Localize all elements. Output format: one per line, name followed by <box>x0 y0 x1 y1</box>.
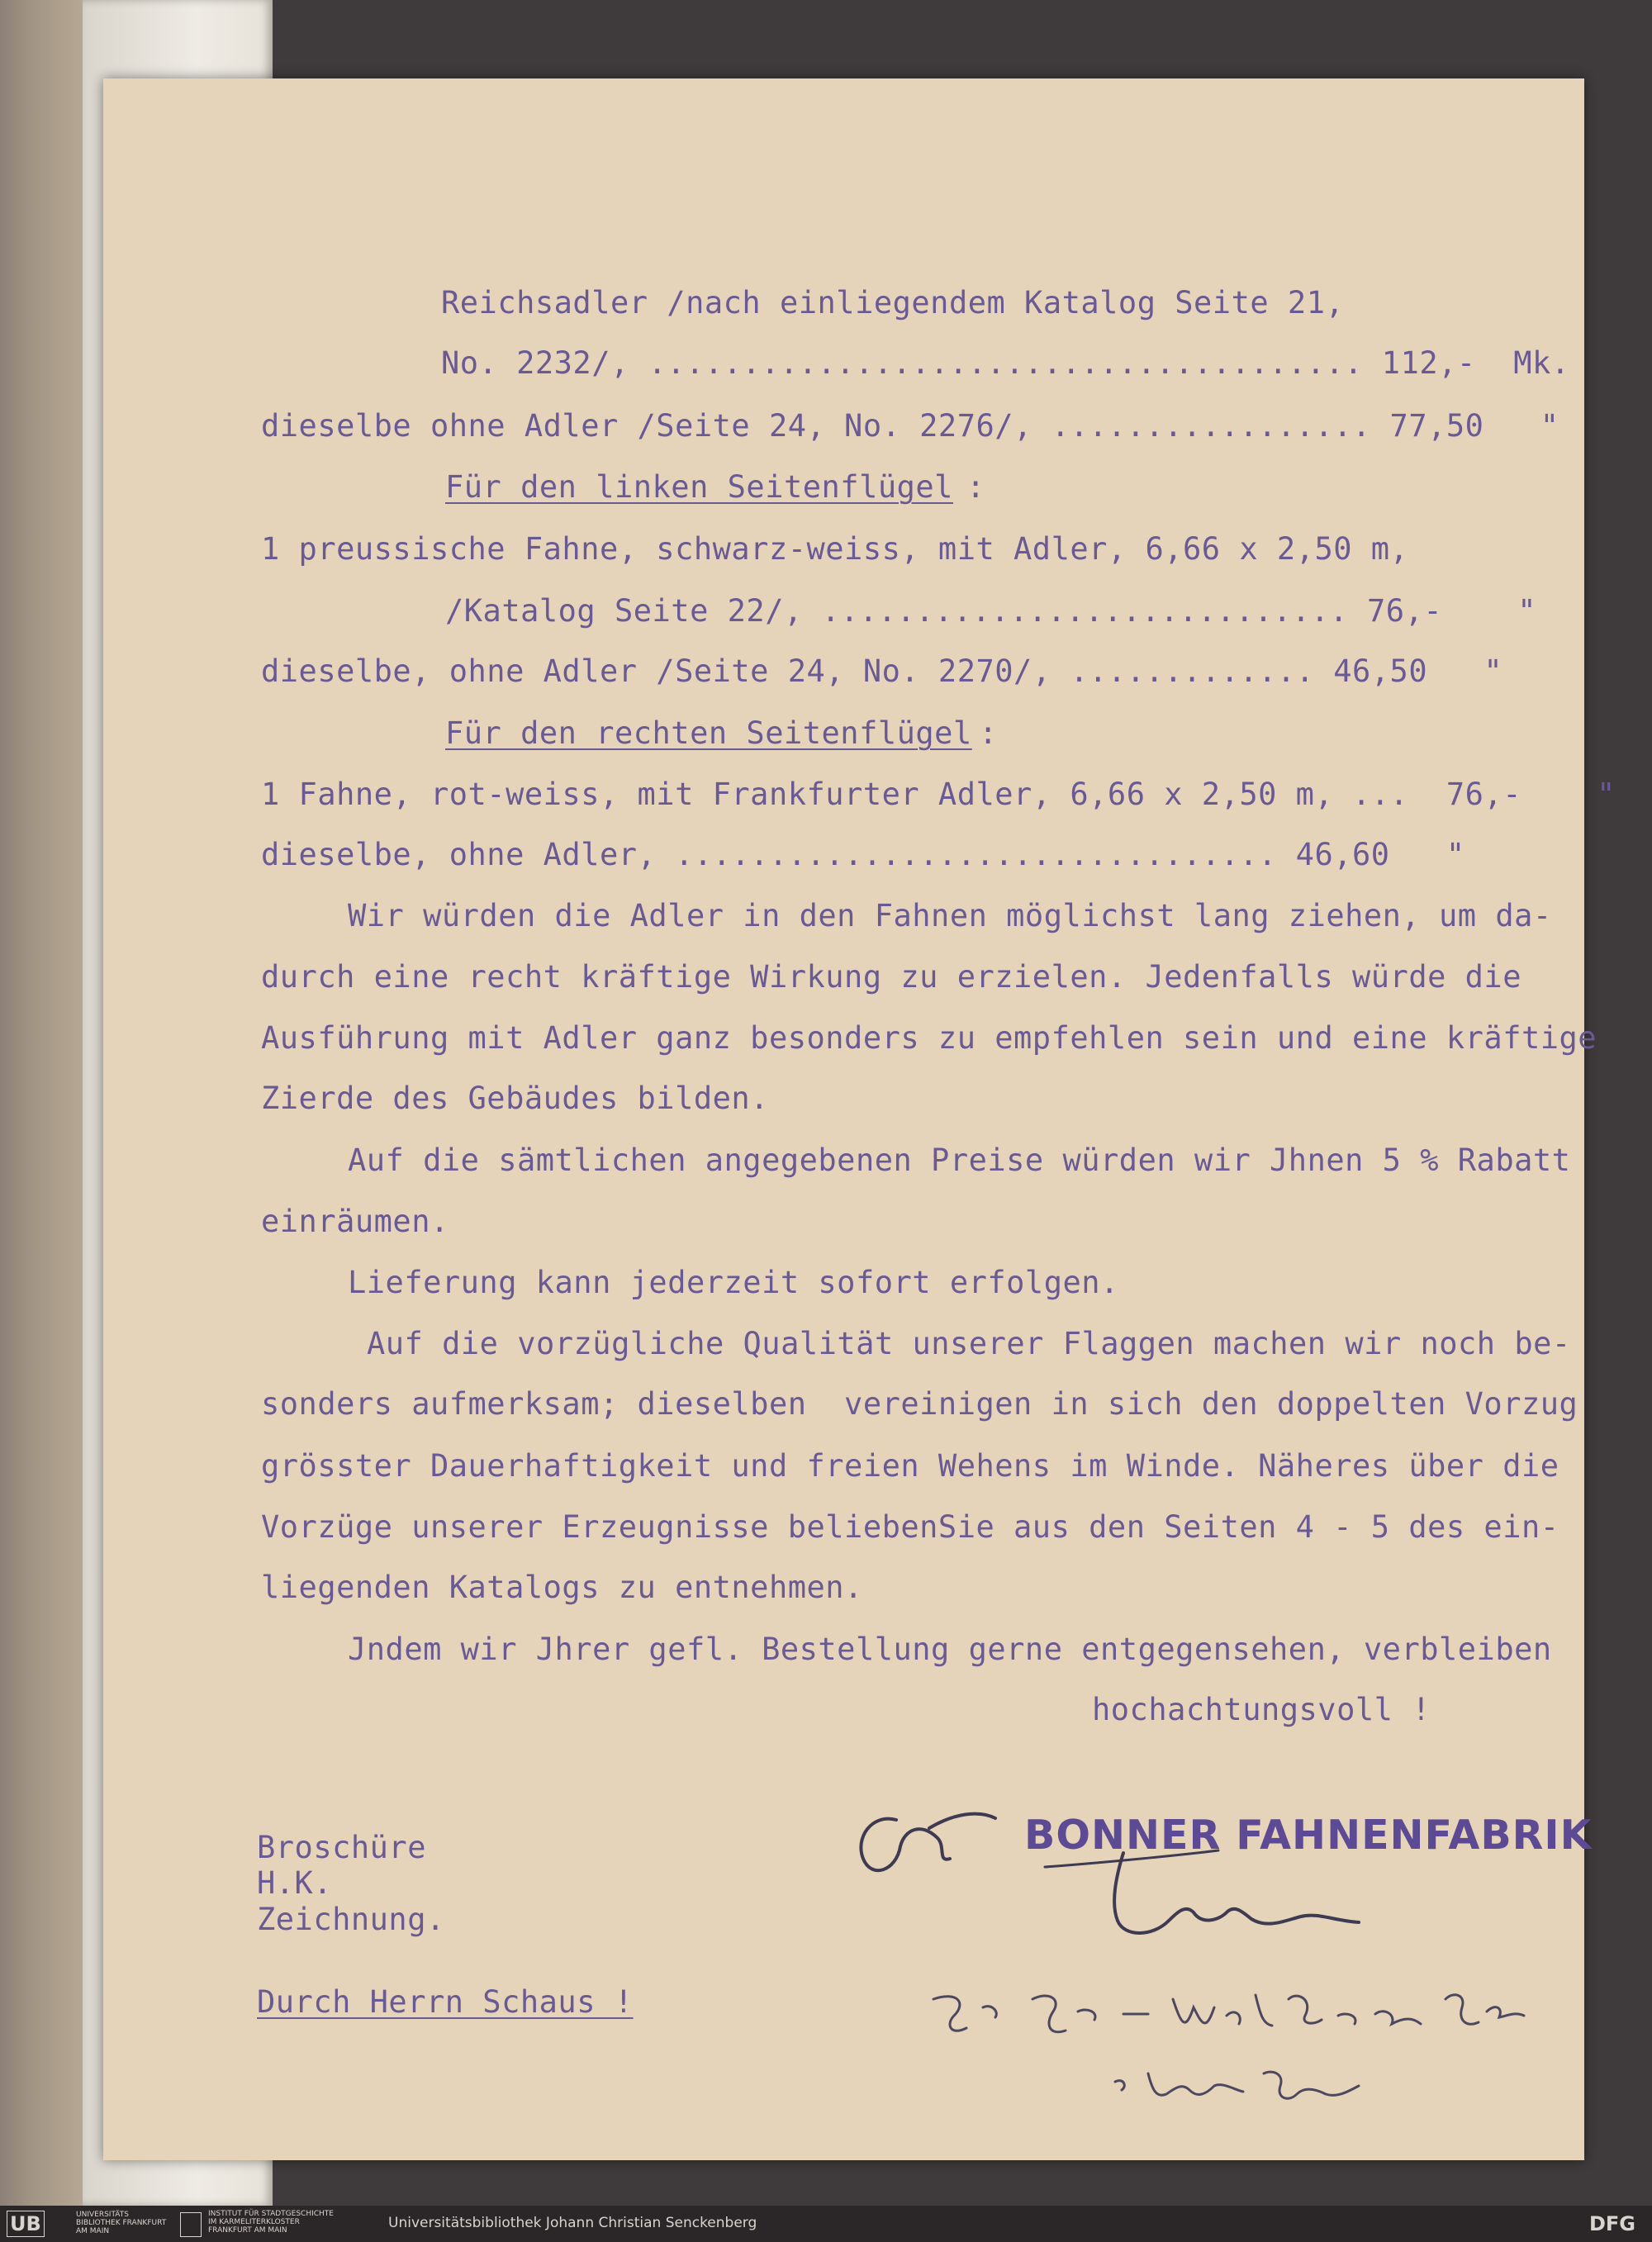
section-heading-left-wing: Für den linken Seitenflügel <box>445 469 953 505</box>
enclosure-line: Zeichnung. <box>257 1902 445 1937</box>
price-line: dieselbe, ohne Adler, ................................ 46,60 " <box>261 837 1465 872</box>
valediction: hochachtungsvoll ! <box>1092 1692 1431 1727</box>
price-line: No. 2232/, ...................................... 112,- Mk. <box>441 345 1570 381</box>
price-line: /Katalog Seite 22/, ............................ 76,- " <box>445 593 1537 629</box>
text-line: Vorzüge unserer Erzeugnisse beliebenSie aus den Seiten 4 - 5 des ein- <box>261 1509 1559 1545</box>
text-line: Wir würden die Adler in den Fahnen möglichst lang ziehen, um da- <box>348 898 1552 933</box>
text-line: Auf die vorzügliche Qualität unserer Flaggen machen wir noch be- <box>367 1326 1571 1361</box>
closing-line: Jndem wir Jhrer gefl. Bestellung gerne entgegensehen, verbleiben <box>348 1632 1552 1667</box>
company-stamp: BONNER FAHNENFABRIK <box>1024 1812 1593 1859</box>
section-heading-right-wing: Für den rechten Seitenflügel <box>445 715 972 751</box>
text-line: Auf die sämtlichen angegebenen Preise würden wir Jhnen 5 % Rabatt <box>348 1142 1571 1178</box>
archive-footer <box>0 2206 1652 2242</box>
text-line: Ausführung mit Adler ganz besonders zu empfehlen sein und eine kräftige <box>261 1020 1597 1056</box>
price-line: 1 Fahne, rot-weiss, mit Frankfurter Adler, 6,66 x 2,50 m, ... 76,- " <box>261 777 1616 812</box>
text-line: 1 preussische Fahne, schwarz-weiss, mit Adler, 6,66 x 2,50 m, <box>261 531 1409 567</box>
text-line: liegenden Katalogs zu entnehmen. <box>261 1570 863 1605</box>
dfg-logo: DFG <box>1588 2212 1635 2235</box>
handwritten-annotation <box>909 1966 1569 2131</box>
text-line: sonders aufmerksam; dieselben vereinigen in sich den doppelten Vorzug <box>261 1386 1578 1422</box>
text-line: grösster Dauerhaftigkeit und freien Wehens im Winde. Näheres über die <box>261 1448 1559 1484</box>
isg-logo-text: INSTITUT FÜR STADTGESCHICHTE IM KARMELITERKLOSTER FRANKFURT AM MAIN <box>208 2210 334 2235</box>
text-line: einräumen. <box>261 1204 449 1239</box>
enclosure-line: Broschüre <box>257 1830 426 1865</box>
ub-logo-text: UNIVERSITÄTS BIBLIOTHEK FRANKFURT AM MAIN <box>76 2211 167 2235</box>
enclosure-line: H.K. <box>257 1865 333 1901</box>
book-page-edge <box>0 0 83 2206</box>
price-line: dieselbe, ohne Adler /Seite 24, No. 2270/, ............. 46,50 " <box>261 653 1503 689</box>
section-heading-colon: : <box>979 715 998 751</box>
text-line: durch eine recht kräftige Wirkung zu erzielen. Jedenfalls würde die <box>261 959 1521 995</box>
signature-mark <box>838 1780 1466 1970</box>
ub-logo: UB <box>7 2211 45 2237</box>
isg-logo-icon <box>180 2212 202 2237</box>
letter-page <box>103 78 1616 2160</box>
section-heading-colon: : <box>966 469 985 505</box>
text-line: Lieferung kann jederzeit sofort erfolgen. <box>348 1265 1119 1300</box>
library-credit: Universitätsbibliothek Johann Christian Senckenberg <box>388 2215 757 2231</box>
text-line: Zierde des Gebäudes bilden. <box>261 1081 769 1116</box>
text-line: Reichsadler /nach einliegendem Katalog Seite 21, <box>441 285 1345 321</box>
delivery-note: Durch Herrn Schaus ! <box>257 1984 634 2020</box>
price-line: dieselbe ohne Adler /Seite 24, No. 2276/, ................. 77,50 " <box>261 408 1559 444</box>
